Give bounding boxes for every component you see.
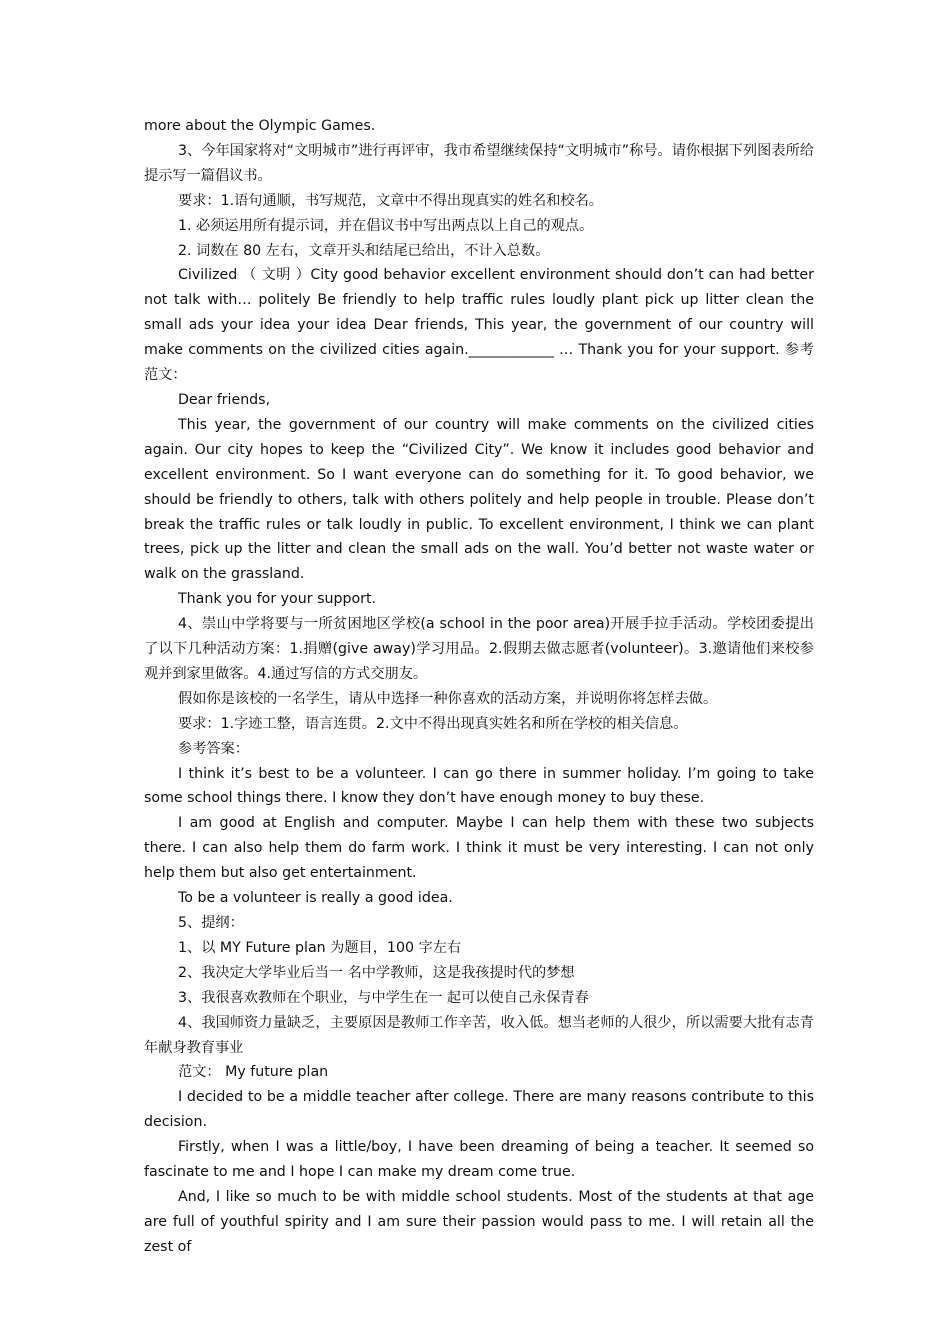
model-essay-paragraph-1: I decided to be a middle teacher after college. There are many reasons contribute to this decision. [144, 1089, 814, 1131]
sample-essay-body: This year, the government of our country will make comments on the civilized cities again. Our city hopes to keep the “Civilized City”. We know it includes good behavior and excellent environment. So I want everyone can do something for it. To good behavior, we should be friendly to others, talk with others politely and help people in trouble. Please don’t break the traffic rules or talk loudly in public. To excellent environment, I think we can plant trees, pick up the litter and clean the small ads on the wall. You’d better not waste water or walk on the grassland. [144, 416, 814, 583]
model-essay-title: 范文： My future plan [178, 1064, 329, 1081]
sample-closing: Thank you for your support. [178, 591, 377, 608]
sample-greeting: Dear friends, [178, 391, 271, 408]
question-3-rule-1: 1. 必须运用所有提示词，并在倡议书中写出两点以上自己的观点。 [178, 217, 594, 234]
answer-paragraph-3: To be a volunteer is really a good idea. [178, 890, 453, 907]
question-3-requirement: 要求：1.语句通顺，书写规范，文章中不得出现真实的姓名和校名。 [178, 192, 603, 209]
outline-item-1: 1、以 MY Future plan 为题目，100 字左右 [178, 939, 462, 956]
question-4-requirement: 要求：1.字迹工整，语言连贯。2.文中不得出现真实姓名和所在学校的相关信息。 [178, 715, 688, 732]
reference-answer-heading: 参考答案： [178, 740, 249, 757]
answer-paragraph-2: I am good at English and computer. Maybe I can help them with these two subjects there. I can also help them do farm work. I think it must be very interesting. I can not only help them but also get entertainment. [144, 815, 814, 882]
document-body [144, 114, 814, 1260]
paragraph-olympic-ending: more about the Olympic Games. [144, 118, 376, 134]
question-5-heading: 5、提纲： [178, 915, 244, 931]
question-3-rule-2: 2. 词数在 80 左右，文章开头和结尾已给出，不计入总数。 [178, 242, 550, 259]
outline-item-2: 2、我决定大学毕业后当一 名中学教师，这是我孩提时代的梦想 [178, 964, 575, 981]
outline-item-4: 4、我国师资力量缺乏，主要原因是教师工作辛苦，收入低。想当老师的人很少，所以需要大批有志青年献身教育事业 [144, 1014, 814, 1056]
outline-item-3: 3、我很喜欢教师在个职业，与中学生在一 起可以使自己永保青春 [178, 989, 589, 1006]
question-4-prompt: 4、崇山中学将要与一所贫困地区学校(a school in the poor area)开展手拉手活动。学校团委提出了以下几种活动方案：1.捐赠(give away)学习用品。2.假期去做志愿者(volunteer)。3.邀请他们来校参观并到家里做客。4.通过写信的方式交朋友。 [144, 616, 814, 682]
question-3-hint-words: Civilized （ 文明 ）City good behavior excellent environment should don’t can had better not talk with… politely Be friendly to help traffic rules loudly plant pick up litter clean the small ads your idea your idea Dear friends, This year, the government of our country will make comments on the civilized cities again.____________ … Thank you for your support. 参考范文： [144, 267, 814, 384]
question-4-task: 假如你是该校的一名学生，请从中选择一种你喜欢的活动方案，并说明你将怎样去做。 [178, 690, 718, 707]
model-essay-paragraph-2: Firstly, when I was a little/boy, I have been dreaming of being a teacher. It seemed so fascinate to me and I hope I can make my dream come true. [144, 1139, 814, 1181]
answer-paragraph-1: I think it’s best to be a volunteer. I can go there in summer holiday. I’m going to take some school things there. I know they don’t have enough money to buy these. [144, 765, 814, 807]
question-3-prompt: 3、今年国家将对“文明城市”进行再评审，我市希望继续保持“文明城市”称号。请你根据下列图表所给提示写一篇倡议书。 [144, 142, 814, 184]
model-essay-paragraph-3: And, I like so much to be with middle school students. Most of the students at that age are full of youthful spirity and I am sure their passion would pass to me. I will retain all the zest of [144, 1188, 814, 1255]
